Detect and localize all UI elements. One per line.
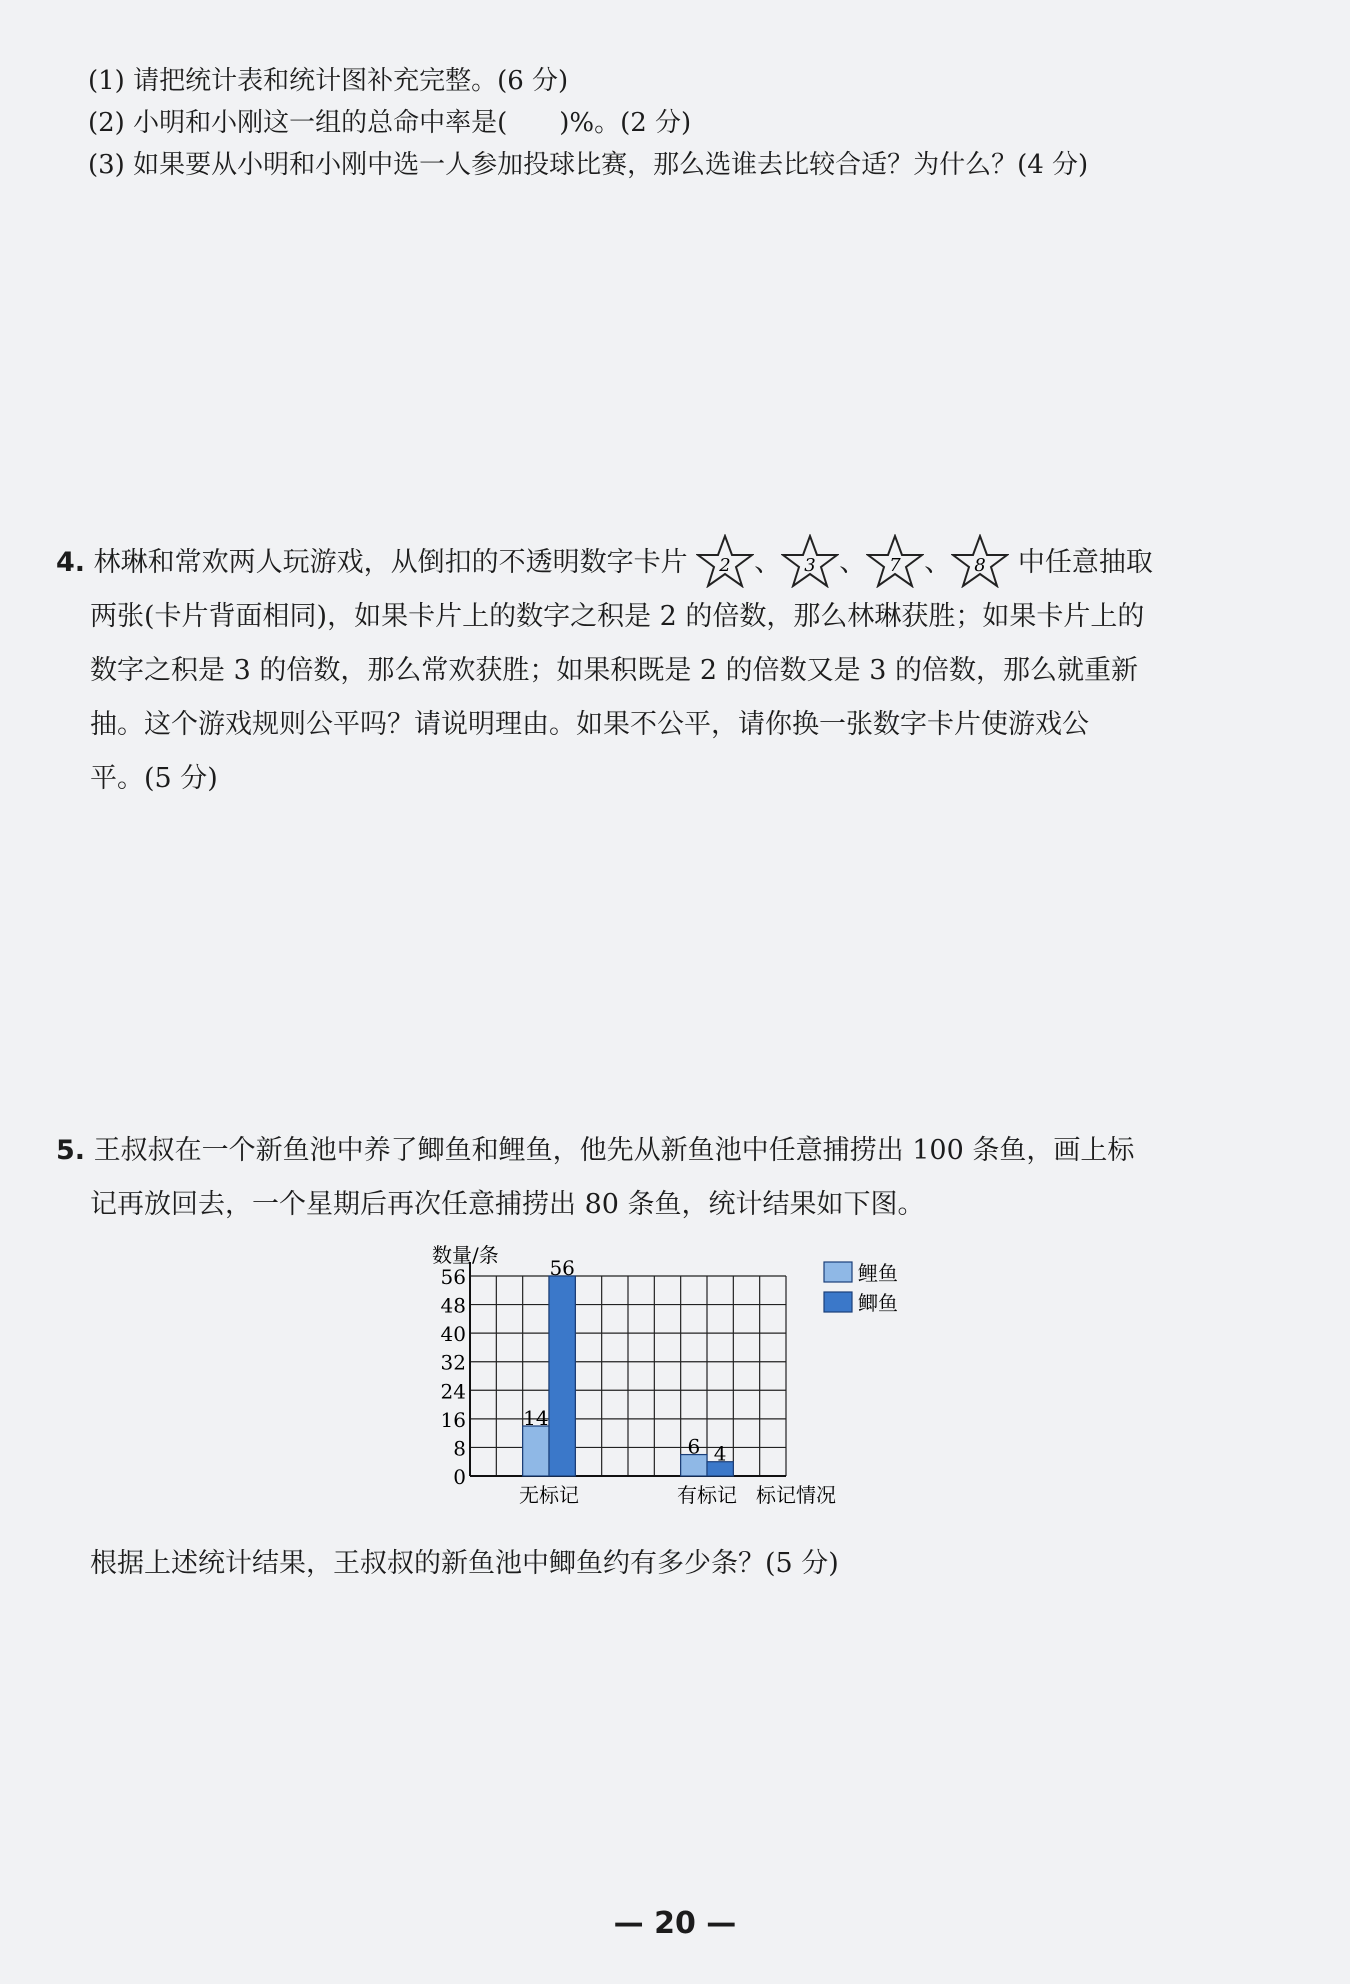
x-axis-label: 标记情况 bbox=[756, 1483, 836, 1507]
legend-entry: 鲫鱼 bbox=[858, 1291, 898, 1315]
card-separator: 、 bbox=[754, 547, 782, 578]
y-tick-label: 8 bbox=[453, 1436, 466, 1461]
q4-line-4: 抽。这个游戏规则公平吗？请说明理由。如果不公平，请你换一张数字卡片使游戏公 bbox=[90, 709, 1089, 740]
q4-line-2: 两张(卡片背面相同)，如果卡片上的数字之积是 2 的倍数，那么林琳获胜；如果卡片上的 bbox=[90, 601, 1145, 632]
card-label: 7 bbox=[889, 554, 901, 576]
question-4 bbox=[56, 536, 1296, 806]
y-tick-label: 48 bbox=[440, 1293, 466, 1318]
x-category-label: 无标记 bbox=[519, 1483, 579, 1507]
q5-line-2: 记再放回去，一个星期后再次任意捕捞出 80 条鱼，统计结果如下图。 bbox=[90, 1189, 925, 1220]
card-separator: 、 bbox=[839, 547, 867, 578]
card-label: 3 bbox=[804, 554, 816, 576]
y-tick-label: 24 bbox=[440, 1379, 466, 1404]
q4-text-start: 林琳和常欢两人玩游戏，从倒扣的不透明数字卡片 bbox=[93, 547, 688, 578]
bar-value-label: 14 bbox=[523, 1406, 549, 1430]
q4-number: 4. bbox=[56, 547, 86, 578]
bar-value-label: 56 bbox=[549, 1256, 575, 1280]
q5-question: 根据上述统计结果，王叔叔的新鱼池中鲫鱼约有多少条？(5 分) bbox=[90, 1548, 839, 1579]
legend-swatch bbox=[824, 1292, 852, 1312]
fish-bar-chart bbox=[430, 1240, 950, 1530]
number-card-7 bbox=[866, 534, 924, 588]
page-number: — 20 — bbox=[613, 1906, 737, 1941]
y-tick-label: 16 bbox=[440, 1407, 466, 1432]
q3-sub-1: (1) 请把统计表和统计图补充完整。(6 分) bbox=[88, 66, 569, 96]
q5-line-1: 王叔叔在一个新鱼池中养了鲫鱼和鲤鱼，他先从新鱼池中任意捕捞出 100 条鱼，画上标 bbox=[93, 1135, 1135, 1166]
q3-sub-2: (2) 小明和小刚这一组的总命中率是( )%。(2 分) bbox=[88, 108, 692, 138]
q4-line-5: 平。(5 分) bbox=[90, 763, 218, 794]
card-separator: 、 bbox=[924, 547, 952, 578]
y-tick-label: 40 bbox=[440, 1322, 466, 1347]
card-label: 2 bbox=[719, 554, 731, 576]
question-5 bbox=[56, 1124, 1296, 1232]
number-card-3 bbox=[781, 534, 839, 588]
number-card-8 bbox=[951, 534, 1009, 588]
legend-entry: 鲤鱼 bbox=[858, 1261, 898, 1285]
bar-value-label: 4 bbox=[713, 1441, 727, 1466]
bar-value-label: 6 bbox=[687, 1434, 701, 1459]
y-tick-label: 0 bbox=[453, 1465, 466, 1489]
x-category-label: 有标记 bbox=[677, 1483, 737, 1507]
y-tick-label: 56 bbox=[440, 1265, 466, 1289]
bar-鲫鱼-无标记 bbox=[549, 1276, 575, 1476]
number-card-2 bbox=[696, 534, 754, 588]
q3-sub-3: (3) 如果要从小明和小刚中选一人参加投球比赛，那么选谁去比较合适？为什么？(4 分) bbox=[88, 150, 1089, 180]
q5-number: 5. bbox=[56, 1135, 86, 1166]
legend-swatch bbox=[824, 1262, 852, 1282]
card-label: 8 bbox=[974, 554, 986, 576]
q4-text-end: 中任意抽取 bbox=[1017, 547, 1153, 578]
y-axis-label: 数量/条 bbox=[432, 1243, 499, 1267]
bar-鲤鱼-无标记 bbox=[523, 1426, 549, 1476]
y-tick-label: 32 bbox=[440, 1350, 466, 1375]
q4-line-3: 数字之积是 3 的倍数，那么常欢获胜；如果积既是 2 的倍数又是 3 的倍数，那么就重新 bbox=[90, 655, 1139, 686]
